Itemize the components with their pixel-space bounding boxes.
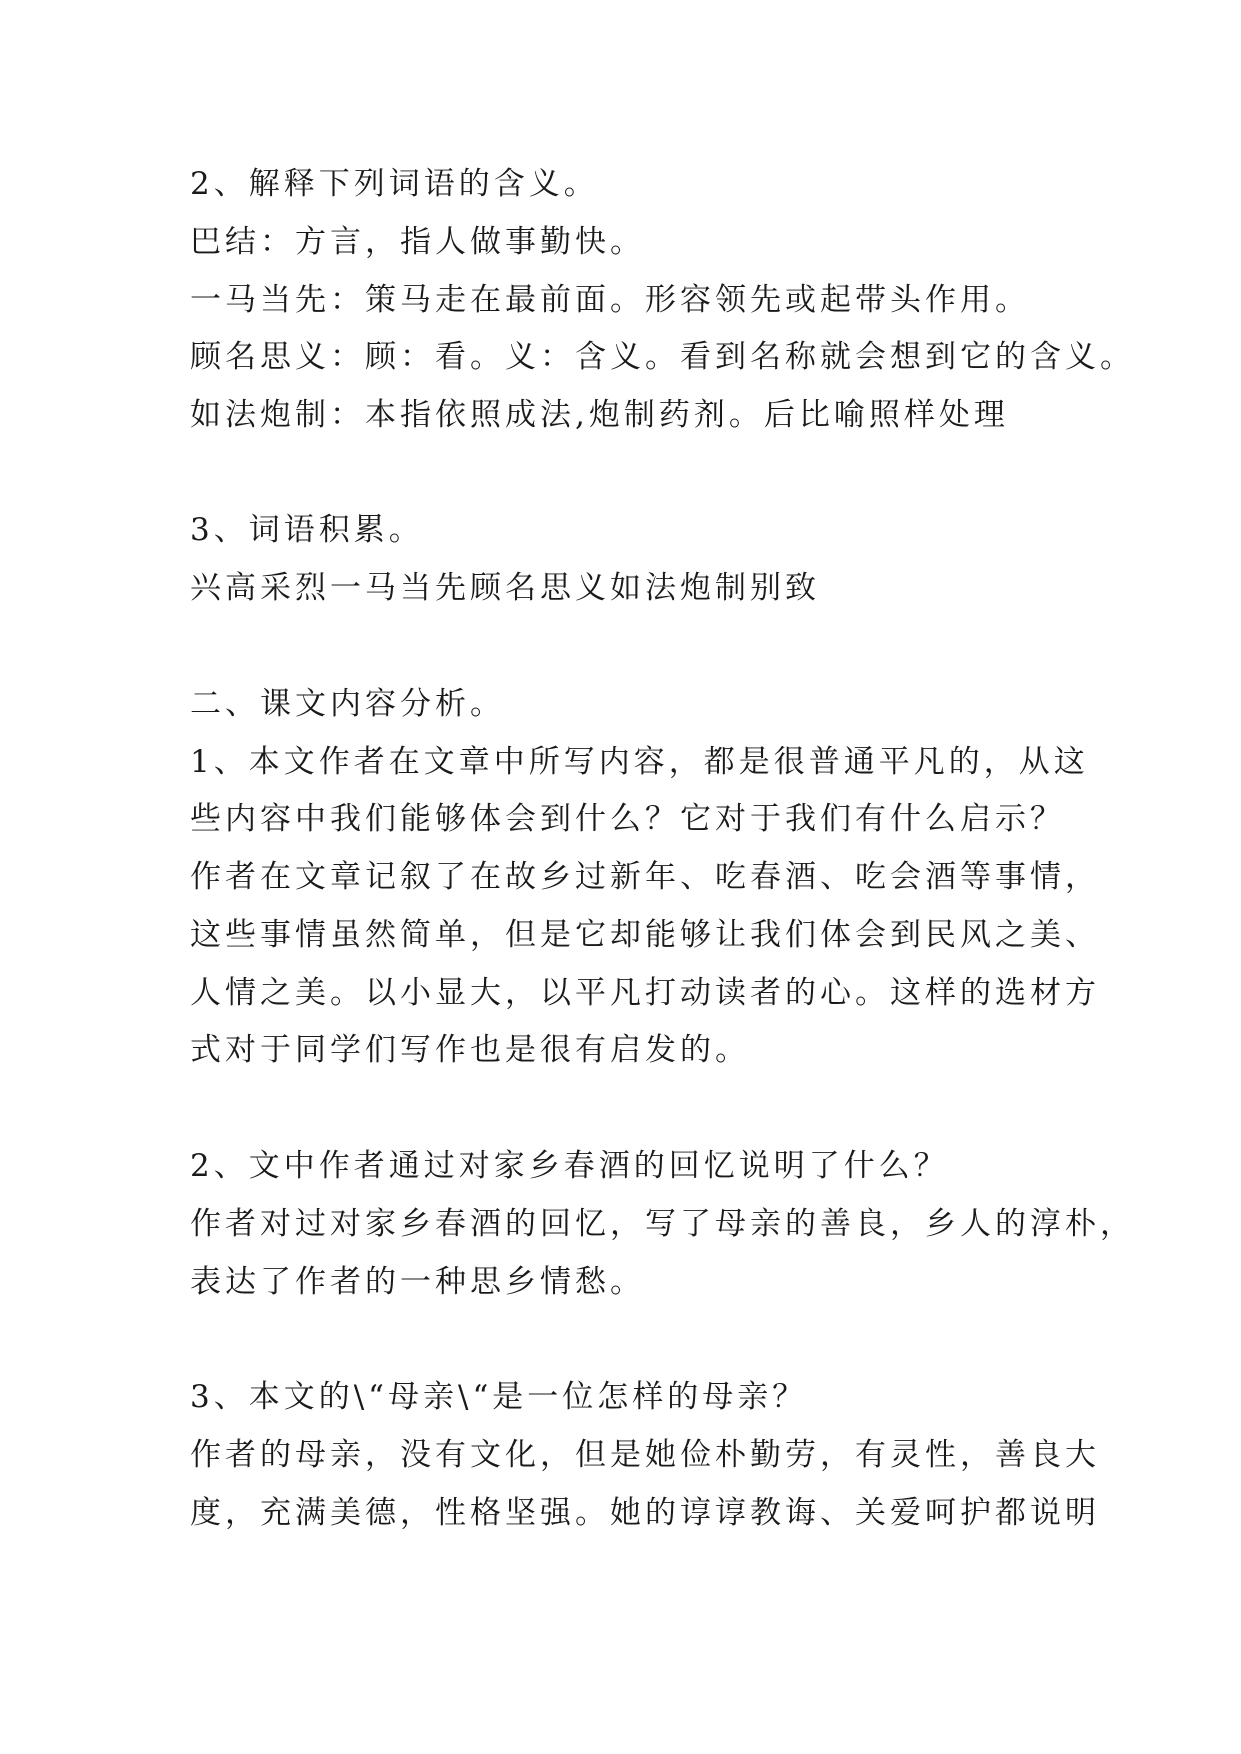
answer-text: 这些事情虽然简单，但是它却能够让我们体会到民风之美、 [190, 917, 1100, 953]
answer-text: 表达了作者的一种思乡情愁。 [190, 1264, 645, 1300]
answer-text: 人情之美。以小显大，以平凡打动读者的心。这样的选材方 [190, 975, 1100, 1011]
question-text: 1、本文作者在文章中所写内容，都是很普通平凡的，从这 [190, 744, 1089, 780]
question-text: 些内容中我们能够体会到什么？它对于我们有什么启示？ [190, 801, 1065, 837]
definition-line: 巴结：方言，指人做事勤快。 [190, 224, 645, 260]
answer-text: 作者对过对家乡春酒的回忆，写了母亲的善良，乡人的淳朴， [190, 1206, 1135, 1242]
definition-line: 一马当先：策马走在最前面。形容领先或起带头作用。 [190, 282, 1030, 318]
vocabulary-line: 兴高采烈一马当先顾名思义如法炮制别致 [190, 570, 820, 606]
question-heading: 3、本文的\“母亲\“是一位怎样的母亲？ [190, 1379, 808, 1415]
question-heading: 2、文中作者通过对家乡春酒的回忆说明了什么？ [190, 1148, 949, 1184]
answer-text: 作者在文章记叙了在故乡过新年、吃春酒、吃会酒等事情， [190, 859, 1100, 895]
answer-text: 作者的母亲，没有文化，但是她俭朴勤劳，有灵性，善良大 [190, 1437, 1100, 1473]
definition-line: 如法炮制：本指依照成法,炮制药剂。后比喻照样处理 [190, 397, 1009, 433]
question-heading: 2、解释下列词语的含义。 [190, 166, 599, 202]
answer-text: 度，充满美德，性格坚强。她的谆谆教诲、关爱呵护都说明 [190, 1495, 1100, 1531]
section-heading: 二、课文内容分析。 [190, 686, 505, 722]
question-heading: 3、词语积累。 [190, 512, 424, 548]
answer-text: 式对于同学们写作也是很有启发的。 [190, 1032, 750, 1068]
definition-line: 顾名思义：顾：看。义：含义。看到名称就会想到它的含义。 [190, 339, 1135, 375]
